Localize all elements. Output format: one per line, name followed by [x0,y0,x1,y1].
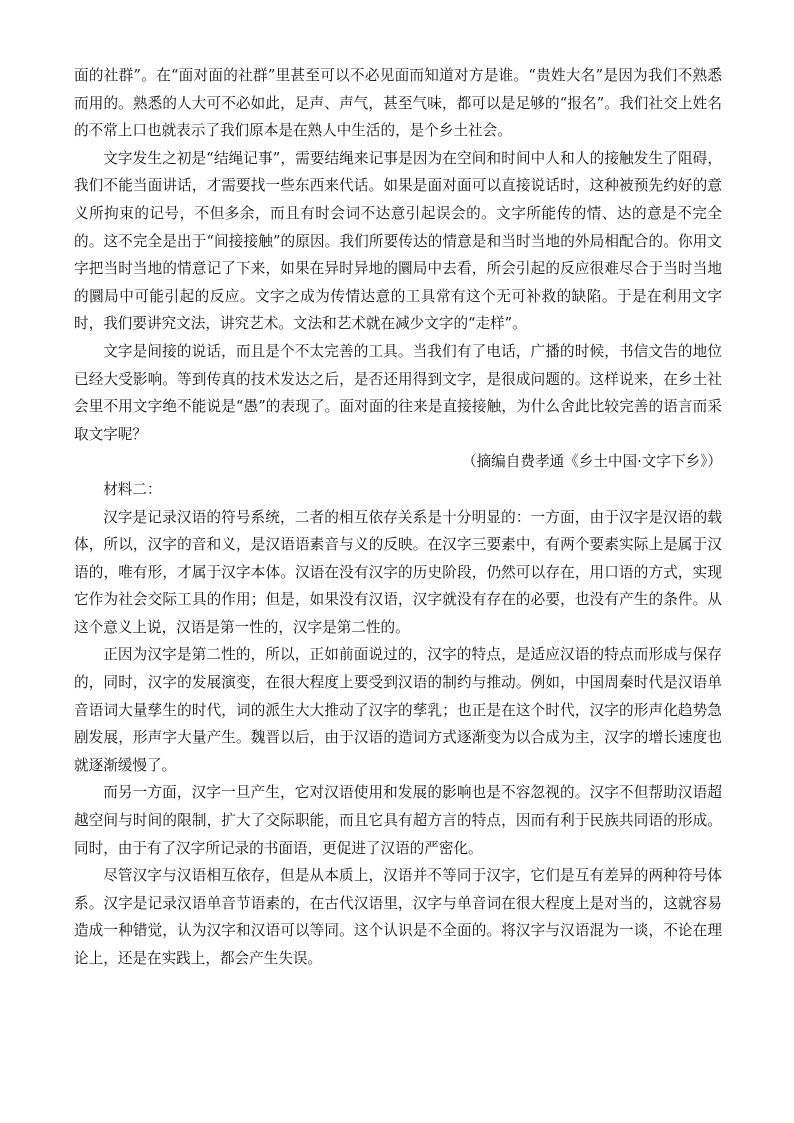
paragraph-second-nature: 正因为汉字是第二性的，所以，正如前面说过的，汉字的特点，是适应汉语的特点而形成与保存的，同时，汉字的发展演变，在很大程度上要受到汉语的制约与推动。例如，中国周秦时代是汉语单音语词大量孳生的时代，词的派生大大推动了汉字的孳乳；也正是在这个时代，汉字的形声化趋势急剧发展，形声字大量产生。魏晋以后，由于汉语的造词方式逐渐变为以合成为主，汉字的增长速度也就逐渐缓慢了。 [74,646,722,774]
source-citation: （摘编自费孝通《乡土中国·文字下乡》） [461,453,722,471]
paragraph-difference: 尽管汉字与汉语相互依存，但是从本质上，汉语并不等同于汉字，它们是互有差异的两种符号体系。汉字是记录汉语单音节语素的，在古代汉语里，汉字与单音词在很大程度上是对当的，这就容易造成一种错觉，认为汉字和汉语可以等同。这个认识是不全面的。将汉字与汉语混为一谈，不论在理论上，还是在实践上，都会产生失误。 [74,867,722,967]
paragraph-influence: 而另一方面，汉字一旦产生，它对汉语使用和发展的影响也是不容忽视的。汉字不但帮助汉语超越空间与时间的限制，扩大了交际职能，而且它具有超方言的特点，因而有利于民族共同语的形成。同时，由于有了汉字所记录的书面语，更促进了汉语的严密化。 [74,784,722,857]
document-body [74,62,722,973]
paragraph-indirect-speech: 文字是间接的说话，而且是个不太完善的工具。当我们有了电话，广播的时候，书信文告的地位已经大受影响。等到传真的技术发达之后，是否还用得到文字，是很成问题的。这样说来，在乡土社会里不用文字绝不能说是“愚”的表现了。面对面的往来是直接接触，为什么舍此比较完善的语言而采取文字呢？ [74,342,722,443]
paragraph-interdependence: 汉字是记录汉语的符号系统，二者的相互依存关系是十分明显的：一方面，由于汉字是汉语的载体，所以，汉字的音和义，是汉语语素音与义的反映。在汉字三要素中，有两个要素实际上是属于汉语的，唯有形，才属于汉字本体。汉语在没有汉字的历史阶段，仍然可以存在，用口语的方式，实现它作为社会交际工具的作用；但是，如果没有汉语，汉字就没有存在的必要，也没有产生的条件。从这个意义上说，汉语是第一性的，汉字是第二性的。 [74,508,722,636]
paragraph-writing-origin: 文字发生之初是“结绳记事”，需要结绳来记事是因为在空间和时间中人和人的接触发生了阻碍，我们不能当面讲话，才需要找一些东西来代话。如果是面对面可以直接说话时，这种被预先约好的意义所拘束的记号，不但多余，而且有时会词不达意引起误会的。文字所能传的情、达的意是不完全的。这不完全是出于“间接接触”的原因。我们所要传达的情意是和当时当地的外局相配合的。你用文字把当时当地的情意记了下来，如果在异时异地的圜局中去看，所会引起的反应很难尽合于当时当地的圜局中可能引起的反应。文字之成为传情达意的工具常有这个无可补救的缺陷。于是在利用文字时，我们要讲究文法，讲究艺术。文法和艺术就在减少文字的“走样”。 [74,149,722,333]
section-heading-material-two: 材料二： [103,480,162,498]
paragraph-continued: 面的社群”。在“面对面的社群”里甚至可以不必见面而知道对方是谁。“贵姓大名”是因为我们不熟悉而用的。熟悉的人大可不必如此，足声、声气，甚至气味，都可以是足够的“报名”。我们社交上姓名的不常上口也就表示了我们原本是在熟人中生活的，是个乡土社会。 [74,67,722,140]
